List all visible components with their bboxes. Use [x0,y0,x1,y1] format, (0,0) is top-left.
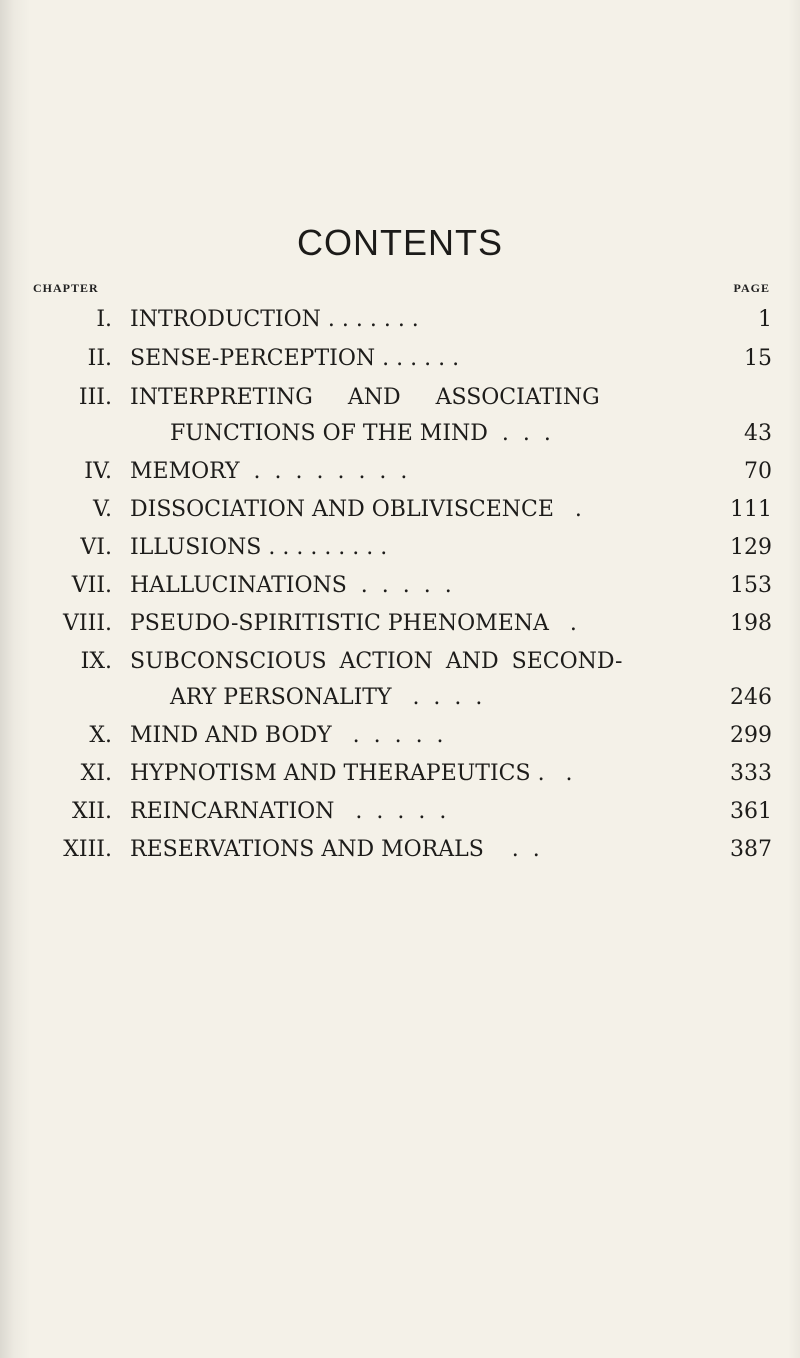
chapter-number: VI. [80,535,112,560]
chapter-title: INTRODUCTION . . . . . . . [130,307,419,332]
chapter-number: IV. [84,459,112,484]
toc-entry-continuation [0,421,800,453]
chapter-number: IX. [80,649,112,674]
page-number: 111 [730,497,772,522]
toc-entry [0,385,800,417]
toc-entry [0,459,800,491]
toc-entry [0,346,800,378]
chapter-number: XI. [80,761,112,786]
chapter-number: II. [87,346,112,371]
toc-entry [0,573,800,605]
toc-entry [0,761,800,793]
chapter-title: HYPNOTISM AND THERAPEUTICS . . [130,761,573,786]
toc-entry [0,497,800,529]
chapter-title: MIND AND BODY . . . . . [130,723,444,748]
chapter-column-header: CHAPTER [33,281,99,295]
page-number: 361 [730,799,772,824]
toc-entry [0,837,800,869]
page-number: 15 [744,346,772,371]
toc-entry [0,307,800,339]
page-title: CONTENTS [297,222,503,263]
chapter-title: HALLUCINATIONS . . . . . [130,573,452,598]
page-column-header: PAGE [733,281,770,295]
chapter-number: I. [96,307,112,332]
page-number: 70 [744,459,772,484]
toc-entry [0,649,800,681]
chapter-title: DISSOCIATION AND OBLIVISCENCE . [130,497,582,522]
chapter-number: V. [92,497,112,522]
page-number: 333 [730,761,772,786]
page-number: 299 [730,723,772,748]
toc-entry-continuation [0,685,800,717]
chapter-title: PSEUDO-SPIRITISTIC PHENOMENA . [130,611,577,636]
chapter-number: XIII. [63,837,112,862]
chapter-title: ILLUSIONS . . . . . . . . . [130,535,388,560]
toc-entry [0,799,800,831]
chapter-number: III. [78,385,112,410]
chapter-title-continuation: ARY PERSONALITY . . . . [170,685,483,710]
chapter-title: REINCARNATION . . . . . [130,799,447,824]
page-number: 43 [744,421,772,446]
chapter-number: XII. [71,799,112,824]
page-number: 153 [730,573,772,598]
chapter-title: SENSE-PERCEPTION . . . . . . [130,346,460,371]
chapter-title-continuation: FUNCTIONS OF THE MIND . . . [170,421,551,446]
chapter-title: INTERPRETING AND ASSOCIATING [130,385,600,410]
chapter-number: X. [89,723,112,748]
chapter-title: RESERVATIONS AND MORALS . . [130,837,540,862]
page-number: 1 [758,307,772,332]
chapter-number: VII. [71,573,112,598]
page-number: 198 [730,611,772,636]
chapter-title: MEMORY . . . . . . . . [130,459,408,484]
chapter-number: VIII. [63,611,112,636]
page-number: 387 [730,837,772,862]
toc-entry [0,723,800,755]
toc-entry [0,611,800,643]
toc-entry [0,535,800,567]
page-number: 246 [730,685,772,710]
page-number: 129 [730,535,772,560]
chapter-title: SUBCONSCIOUS ACTION AND SECOND- [130,649,623,674]
